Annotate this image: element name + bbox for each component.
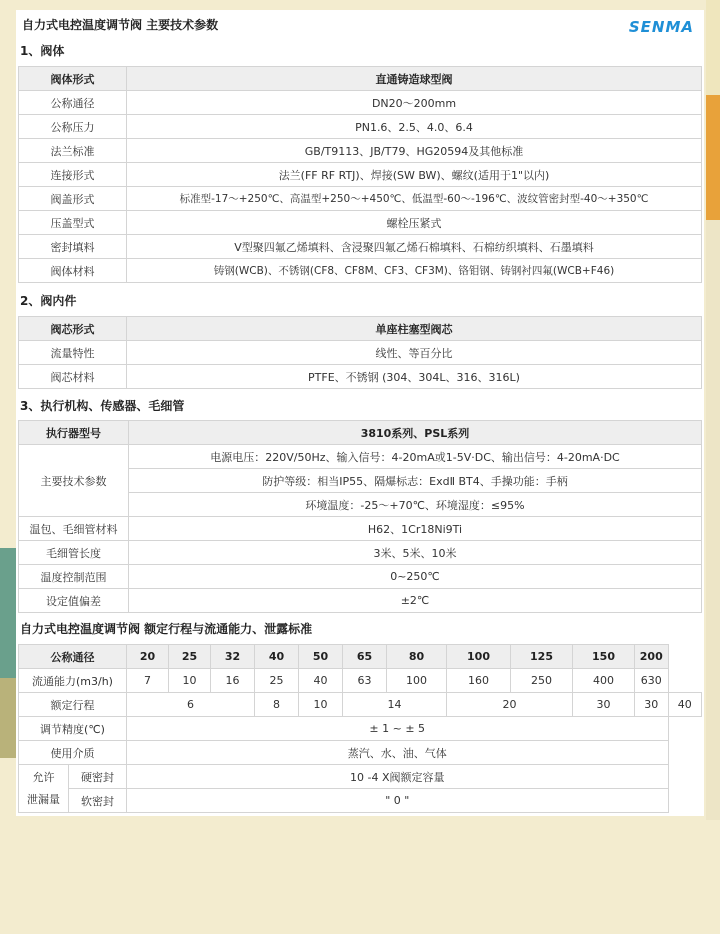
stroke-cell: 20 bbox=[447, 693, 573, 717]
dn-cell: 80 bbox=[387, 645, 447, 669]
row-value: PTFE、不锈钢 (304、304L、316、316L) bbox=[127, 365, 702, 389]
kv-cell: 40 bbox=[299, 669, 343, 693]
table-row bbox=[19, 259, 702, 283]
table-row bbox=[19, 445, 702, 469]
kv-cell: 160 bbox=[447, 669, 511, 693]
table-header-row bbox=[19, 421, 702, 445]
dn-cell: 125 bbox=[511, 645, 573, 669]
row-value: 标准型-17～+250℃、高温型+250～+450℃、低温型-60～-196℃、波纹管密封型-40～+350℃ bbox=[127, 187, 702, 211]
row-label: 温度控制范围 bbox=[19, 565, 129, 589]
table-row bbox=[19, 341, 702, 365]
dn-cell: 40 bbox=[255, 645, 299, 669]
row-label: 硬密封 bbox=[69, 765, 127, 789]
table-row bbox=[19, 669, 702, 693]
table-row bbox=[19, 741, 702, 765]
kv-cell: 10 bbox=[169, 669, 211, 693]
row-value: 0~250℃ bbox=[129, 565, 702, 589]
table-row bbox=[19, 517, 702, 541]
row-value: 3米、5米、10米 bbox=[129, 541, 702, 565]
table-row bbox=[19, 163, 702, 187]
row-label: 调节精度(℃) bbox=[19, 717, 127, 741]
actuator-spec-table bbox=[18, 420, 702, 613]
row-label: 公称通径 bbox=[19, 91, 127, 115]
stroke-cell: 30 bbox=[635, 693, 669, 717]
section-title-actuator: 3、执行机构、传感器、毛细管 bbox=[20, 399, 185, 413]
flow-capacity-table bbox=[18, 644, 702, 813]
leak-label-line-2: 泄漏量 bbox=[27, 792, 60, 806]
section-title-flow: 自力式电控温度调节阀 额定行程与流通能力、泄露标准 bbox=[20, 622, 313, 636]
stroke-cell: 8 bbox=[255, 693, 299, 717]
table-row bbox=[19, 765, 702, 789]
table-header-row bbox=[19, 645, 702, 669]
page-title: 自力式电控温度调节阀 主要技术参数 bbox=[22, 18, 219, 32]
trim-spec-table bbox=[18, 316, 702, 389]
kv-cell: 63 bbox=[343, 669, 387, 693]
row-value: GB/T9113、JB/T79、HG20594及其他标准 bbox=[127, 139, 702, 163]
table-row bbox=[19, 693, 702, 717]
row-label: 温包、毛细管材料 bbox=[19, 517, 129, 541]
row-value: 蒸汽、水、油、气体 bbox=[127, 741, 669, 765]
row-label: 阀盖形式 bbox=[19, 187, 127, 211]
table-header-cell: 执行器型号 bbox=[19, 421, 129, 445]
body-spec-table bbox=[18, 66, 702, 283]
table-row bbox=[19, 187, 702, 211]
row-label: 额定行程 bbox=[19, 693, 127, 717]
row-value: 环境温度：-25～+70℃、环境湿度：≤95% bbox=[129, 493, 702, 517]
row-value: 防护等级：相当IP55、隔爆标志：ExdⅡ BT4、手操功能：手柄 bbox=[129, 469, 702, 493]
row-label: 流通能力(m3/h) bbox=[19, 669, 127, 693]
kv-cell: 25 bbox=[255, 669, 299, 693]
table-header-cell: 单座柱塞型阀芯 bbox=[127, 317, 702, 341]
table-row bbox=[19, 91, 702, 115]
stroke-cell: 30 bbox=[573, 693, 635, 717]
table-row bbox=[19, 565, 702, 589]
dn-cell: 100 bbox=[447, 645, 511, 669]
table-header-cell: 公称通径 bbox=[19, 645, 127, 669]
row-label: 阀体材料 bbox=[19, 259, 127, 283]
table-header-cell: 3810系列、PSL系列 bbox=[129, 421, 702, 445]
row-value: 螺栓压紧式 bbox=[127, 211, 702, 235]
row-label: 阀芯材料 bbox=[19, 365, 127, 389]
spec-panel bbox=[16, 10, 704, 816]
table-header-cell: 阀体形式 bbox=[19, 67, 127, 91]
row-label: 毛细管长度 bbox=[19, 541, 129, 565]
row-value: H62、1Cr18Ni9Ti bbox=[129, 517, 702, 541]
row-label: 设定值偏差 bbox=[19, 589, 129, 613]
dn-cell: 32 bbox=[211, 645, 255, 669]
kv-cell: 250 bbox=[511, 669, 573, 693]
table-row bbox=[19, 115, 702, 139]
row-value: DN20～200mm bbox=[127, 91, 702, 115]
decor-strip bbox=[706, 220, 720, 820]
table-header-cell: 阀芯形式 bbox=[19, 317, 127, 341]
row-value: " 0 " bbox=[127, 789, 669, 813]
row-value: 电源电压：220V/50Hz、输入信号：4-20mA或1-5V·DC、输出信号：4-20mA·DC bbox=[129, 445, 702, 469]
row-label: 法兰标准 bbox=[19, 139, 127, 163]
brand-logo: SENMA bbox=[628, 18, 694, 36]
kv-cell: 630 bbox=[635, 669, 669, 693]
dn-cell: 65 bbox=[343, 645, 387, 669]
dn-cell: 150 bbox=[573, 645, 635, 669]
row-value: 10 -4 X阀额定容量 bbox=[127, 765, 669, 789]
leak-label bbox=[19, 765, 69, 813]
table-header-row bbox=[19, 67, 702, 91]
row-value: V型聚四氟乙烯填料、含浸聚四氟乙烯石棉填料、石棉纺织填料、石墨填料 bbox=[127, 235, 702, 259]
table-header-row bbox=[19, 317, 702, 341]
stroke-cell: 6 bbox=[127, 693, 255, 717]
row-label: 公称压力 bbox=[19, 115, 127, 139]
stroke-cell: 10 bbox=[299, 693, 343, 717]
decor-strip bbox=[706, 0, 720, 95]
leak-label-line-1: 允许 bbox=[32, 770, 55, 784]
table-row bbox=[19, 717, 702, 741]
row-value: 铸钢(WCB)、不锈钢(CF8、CF8M、CF3、CF3M)、铬钼钢、铸钢衬四氟(WCB+F46) bbox=[127, 259, 702, 283]
decor-strip-orange bbox=[706, 95, 720, 220]
table-row bbox=[19, 589, 702, 613]
table-row bbox=[19, 211, 702, 235]
row-value: 法兰(FF RF RTJ)、焊接(SW BW)、螺纹(适用于1"以内) bbox=[127, 163, 702, 187]
table-row bbox=[19, 139, 702, 163]
kv-cell: 100 bbox=[387, 669, 447, 693]
table-row bbox=[19, 541, 702, 565]
table-row bbox=[19, 235, 702, 259]
decor-strip-green bbox=[0, 548, 16, 678]
table-row bbox=[19, 789, 702, 813]
row-value: 线性、等百分比 bbox=[127, 341, 702, 365]
kv-cell: 16 bbox=[211, 669, 255, 693]
row-value: ± 1 ~ ± 5 bbox=[127, 717, 669, 741]
stroke-cell: 40 bbox=[668, 693, 702, 717]
row-label: 压盖型式 bbox=[19, 211, 127, 235]
dn-cell: 50 bbox=[299, 645, 343, 669]
table-row bbox=[19, 365, 702, 389]
stroke-cell: 14 bbox=[343, 693, 447, 717]
row-value: ±2℃ bbox=[129, 589, 702, 613]
kv-cell: 400 bbox=[573, 669, 635, 693]
row-label: 流量特性 bbox=[19, 341, 127, 365]
row-label: 连接形式 bbox=[19, 163, 127, 187]
section-title-body: 1、阀体 bbox=[20, 44, 65, 58]
row-label: 使用介质 bbox=[19, 741, 127, 765]
dn-cell: 200 bbox=[635, 645, 669, 669]
dn-cell: 25 bbox=[169, 645, 211, 669]
row-label: 主要技术参数 bbox=[19, 445, 129, 517]
decor-strip-olive bbox=[0, 678, 16, 758]
table-header-cell: 直通铸造球型阀 bbox=[127, 67, 702, 91]
dn-cell: 20 bbox=[127, 645, 169, 669]
kv-cell: 7 bbox=[127, 669, 169, 693]
row-label: 软密封 bbox=[69, 789, 127, 813]
section-title-trim: 2、阀内件 bbox=[20, 294, 77, 308]
row-label: 密封填料 bbox=[19, 235, 127, 259]
row-value: PN1.6、2.5、4.0、6.4 bbox=[127, 115, 702, 139]
